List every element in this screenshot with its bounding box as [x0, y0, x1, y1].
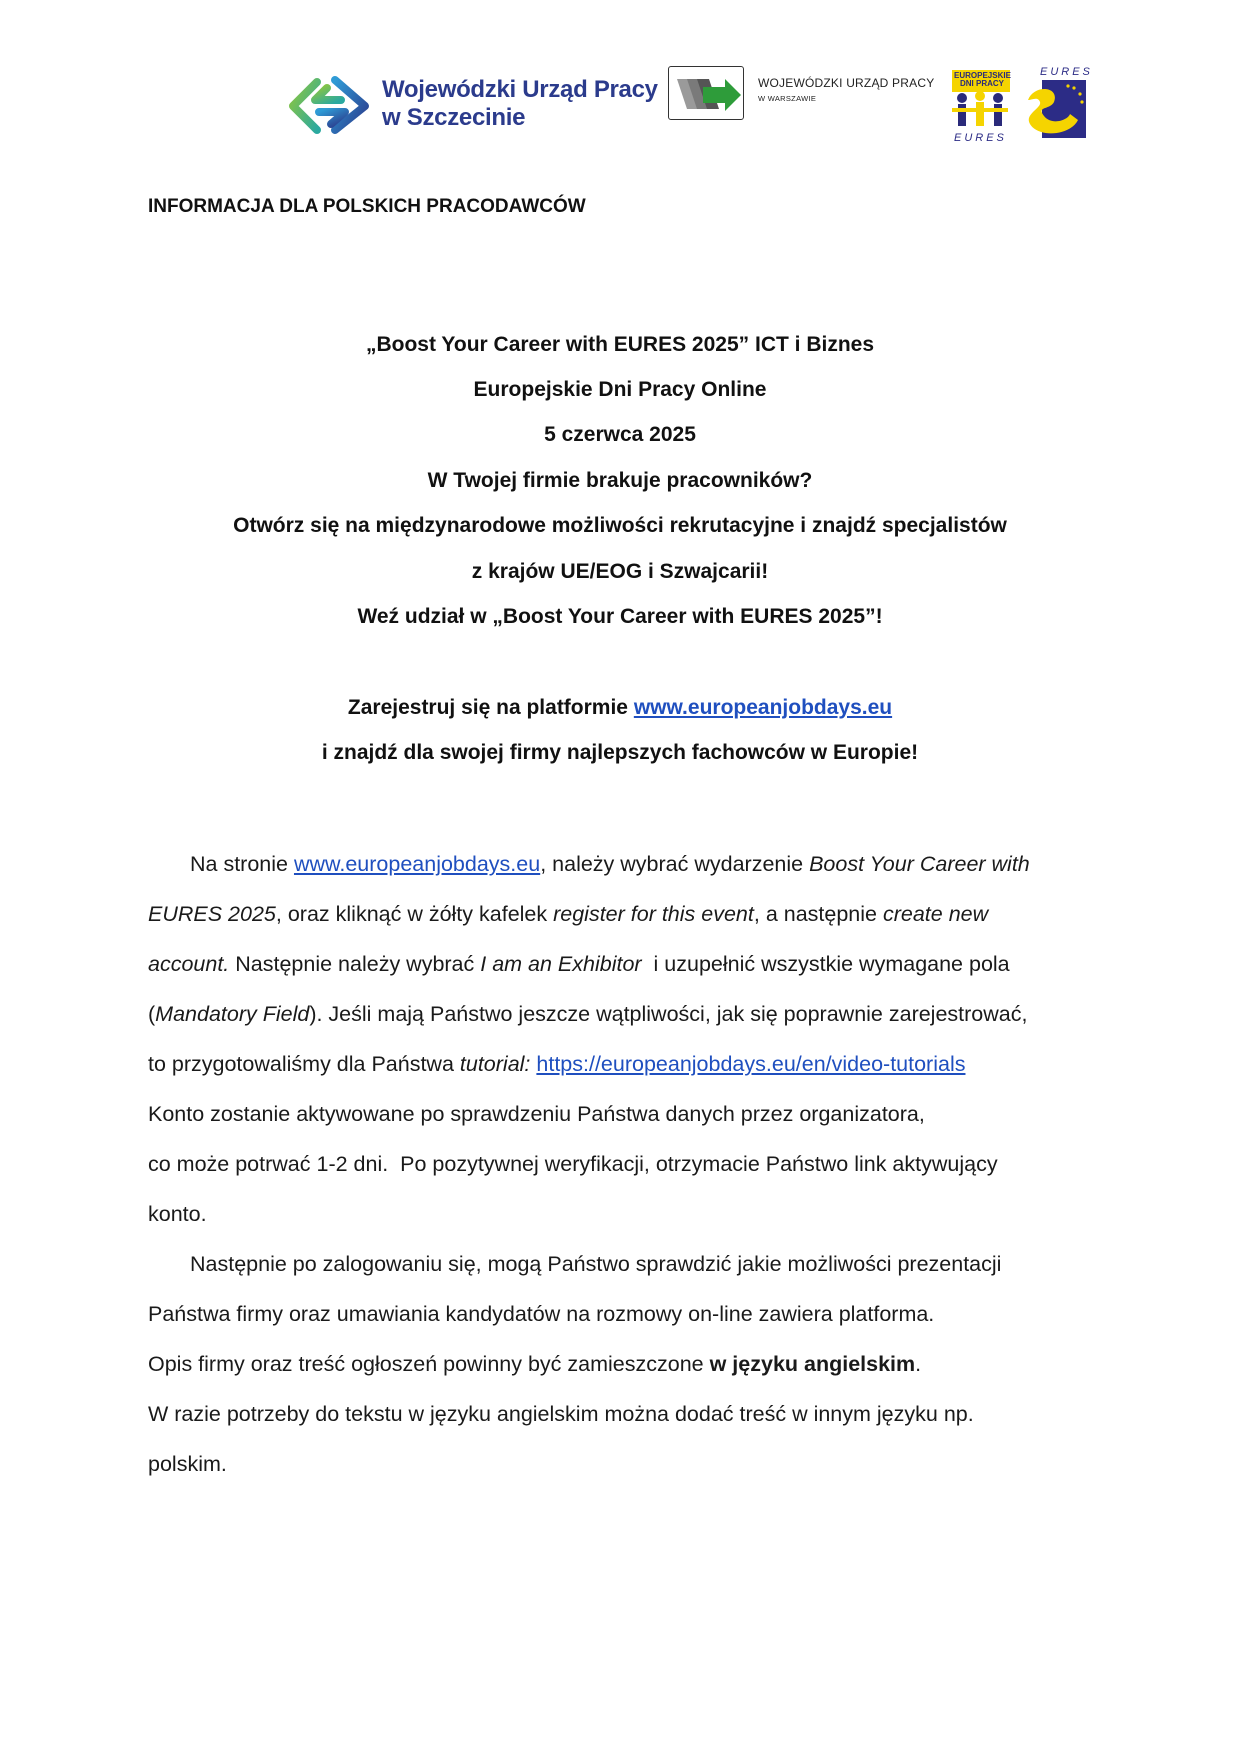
event-title: „Boost Your Career with EURES 2025” ICT i Biznes	[365, 333, 875, 356]
register-line	[0, 696, 1240, 720]
platform-paragraph	[148, 1239, 1098, 1489]
wup-warszawa-logo	[668, 66, 948, 124]
european-job-days-logo	[948, 68, 1014, 148]
text: ). Jeśli mają Państwo jeszcze wątpliwości, jak się poprawnie zarejestrować,	[309, 1002, 1028, 1026]
text: Na stronie	[190, 852, 294, 876]
europeanjobdays-link[interactable]: www.europeanjobdays.eu	[293, 852, 541, 876]
text: Następnie należy wybrać	[229, 952, 481, 976]
text: Opis firmy oraz treść ogłoszeń powinny być zamieszczone	[148, 1352, 710, 1376]
para1-line3	[148, 939, 1098, 989]
text: i uzupełnić wszystkie wymagane pola	[641, 952, 1010, 976]
eures-logo	[1022, 66, 1093, 138]
para2-line4: W razie potrzeby do tekstu w języku angielskim można dodać treść w innym języku np.	[148, 1402, 974, 1426]
language-emphasis: w języku angielskim	[709, 1352, 916, 1376]
wup-warszawa-mark-icon	[668, 66, 744, 120]
job-days-eures-label: EURES	[954, 132, 1007, 144]
wup-szczecin-name: Wojewódzki Urząd Pracy	[382, 76, 658, 103]
event-name: EURES 2025	[148, 902, 276, 926]
video-tutorials-link[interactable]: https://europeanjobdays.eu/en/video-tutorials	[536, 1052, 966, 1076]
para2-line3	[148, 1339, 1098, 1389]
text: , należy wybrać wydarzenie	[540, 852, 810, 876]
wup-warszawa-city: W WARSZAWIE	[758, 94, 817, 103]
job-days-label: EUROPEJSKIE DNI PRACY	[954, 71, 1011, 88]
eures-label: EURES	[1040, 66, 1093, 78]
register-text: Zarejestruj się na platformie	[347, 696, 634, 719]
register-line-2: i znajdź dla swojej firmy najlepszych fachowców w Europie!	[321, 741, 919, 764]
call-to-action-3: Weź udział w „Boost Your Career with EURES 2025”!	[357, 605, 883, 628]
event-name: Boost Your Career with	[809, 852, 1030, 876]
para1-line6: Konto zostanie aktywowane po sprawdzeniu Państwa danych przez organizatora,	[148, 1102, 925, 1126]
event-subtitle: Europejskie Dni Pracy Online	[473, 378, 767, 401]
para1-line8: konto.	[148, 1202, 207, 1226]
question-line: W Twojej firmie brakuje pracowników?	[427, 469, 813, 492]
tutorial-label: tutorial:	[459, 1052, 531, 1076]
para1-line1	[148, 839, 1098, 889]
page-heading: INFORMACJA DLA POLSKICH PRACODAWCÓW	[148, 196, 586, 217]
event-date: 5 czerwca 2025	[544, 423, 696, 446]
wup-warszawa-name: WOJEWÓDZKI URZĄD PRACY	[758, 76, 935, 90]
text: (	[148, 1002, 156, 1026]
text: , a następnie	[753, 902, 883, 926]
register-tile-name: register for this event	[553, 902, 754, 926]
wup-szczecin-logo	[285, 70, 658, 140]
mandatory-field-name: Mandatory Field	[155, 1002, 310, 1026]
para1-line2	[148, 889, 1098, 939]
register-link[interactable]: www.europeanjobdays.eu	[633, 696, 893, 719]
para1-line7: co może potrwać 1-2 dni. Po pozytywnej weryfikacji, otrzymacie Państwo link aktywujący	[148, 1152, 998, 1176]
text: to przygotowaliśmy dla Państwa	[148, 1052, 460, 1076]
para2-line2: Państwa firmy oraz umawiania kandydatów na rozmowy on-line zawiera platforma.	[148, 1302, 935, 1326]
call-to-action-1: Otwórz się na międzynarodowe możliwości rekrutacyjne i znajdź specjalistów	[233, 514, 1007, 537]
para2-line5: polskim.	[148, 1452, 227, 1476]
wup-szczecin-mark-icon	[285, 74, 375, 136]
para1-line5	[148, 1039, 1098, 1089]
wup-szczecin-city: w Szczecinie	[382, 104, 526, 131]
call-to-action-2: z krajów UE/EOG i Szwajcarii!	[471, 560, 769, 583]
text: , oraz kliknąć w żółty kafelek	[275, 902, 554, 926]
text: .	[915, 1352, 922, 1376]
create-account-name: account.	[148, 952, 230, 976]
exhibitor-option-name: I am an Exhibitor	[480, 952, 642, 976]
para2-line1: Następnie po zalogowaniu się, mogą Państwo sprawdzić jakie możliwości prezentacji	[190, 1252, 1002, 1276]
instructions-paragraph	[148, 839, 1098, 1239]
para1-line4	[148, 989, 1098, 1039]
eures-hand-icon	[1024, 80, 1088, 138]
create-account-name: create new	[882, 902, 989, 926]
